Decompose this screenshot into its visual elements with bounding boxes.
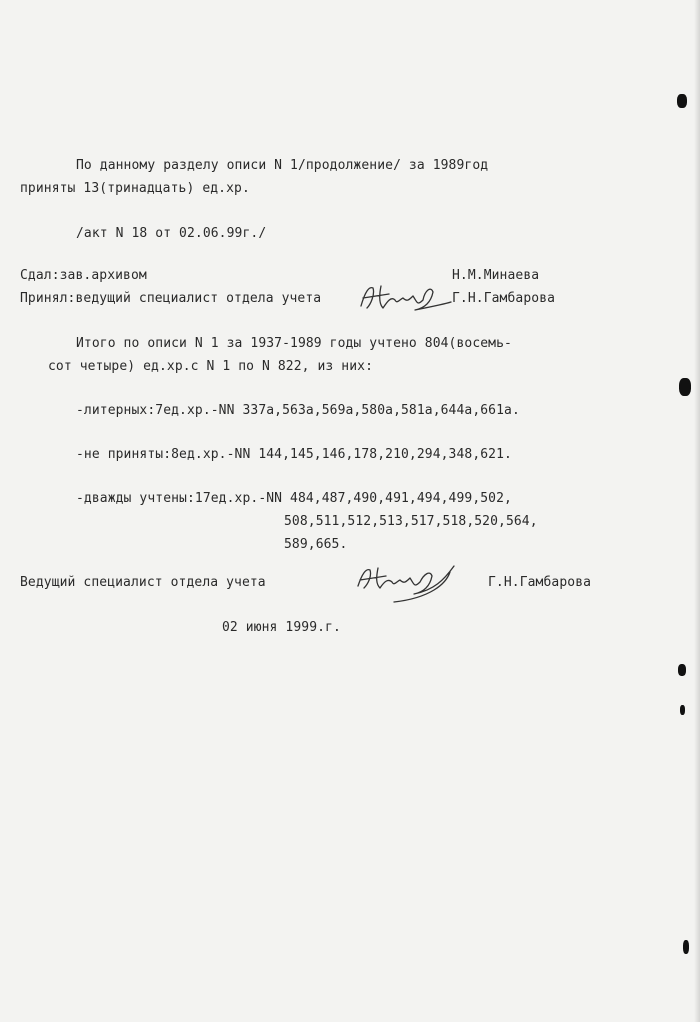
signer-name: Г.Н.Гамбарова: [488, 575, 592, 590]
double-counted-line-1: -дважды учтены:17ед.хр.-NN 484,487,490,491,494,499,502,: [76, 491, 512, 506]
handed-over-name: Н.М.Минаева: [452, 268, 540, 283]
punch-hole-mark: [680, 705, 685, 715]
intro-line-1: По данному разделу описи N 1/продолжение/ за 1989год: [76, 158, 489, 173]
double-counted-line-2: 508,511,512,513,517,518,520,564,: [284, 514, 538, 529]
handed-over-label: Сдал:зав.архивом: [20, 268, 147, 283]
punch-hole-mark: [678, 664, 686, 676]
received-label: Принял:ведущий специалист отдела учета: [20, 291, 322, 306]
not-accepted-line: -не приняты:8ед.хр.-NN 144,145,146,178,210,294,348,621.: [76, 447, 512, 462]
signature-2: [350, 558, 470, 606]
punch-hole-mark: [677, 94, 687, 108]
punch-hole-mark: [679, 378, 691, 396]
double-counted-line-3: 589,665.: [284, 537, 348, 552]
intro-line-2: приняты 13(тринадцать) ед.хр.: [20, 181, 250, 196]
total-line-1: Итого по описи N 1 за 1937-1989 годы учтено 804(восемь-: [76, 336, 512, 351]
signer-title: Ведущий специалист отдела учета: [20, 575, 266, 590]
punch-hole-mark: [683, 940, 689, 954]
total-line-2: сот четыре) ед.хр.с N 1 по N 822, из них:: [48, 359, 373, 374]
act-reference: /акт N 18 от 02.06.99г./: [76, 226, 267, 241]
received-name: Г.Н.Гамбарова: [452, 291, 556, 306]
document-date: 02 июня 1999.г.: [222, 620, 341, 635]
signature-1: [355, 280, 455, 314]
page-edge-shadow: [694, 0, 700, 1022]
literal-items-line: -литерных:7ед.хр.-NN 337а,563а,569а,580а,581а,644а,661а.: [76, 403, 520, 418]
